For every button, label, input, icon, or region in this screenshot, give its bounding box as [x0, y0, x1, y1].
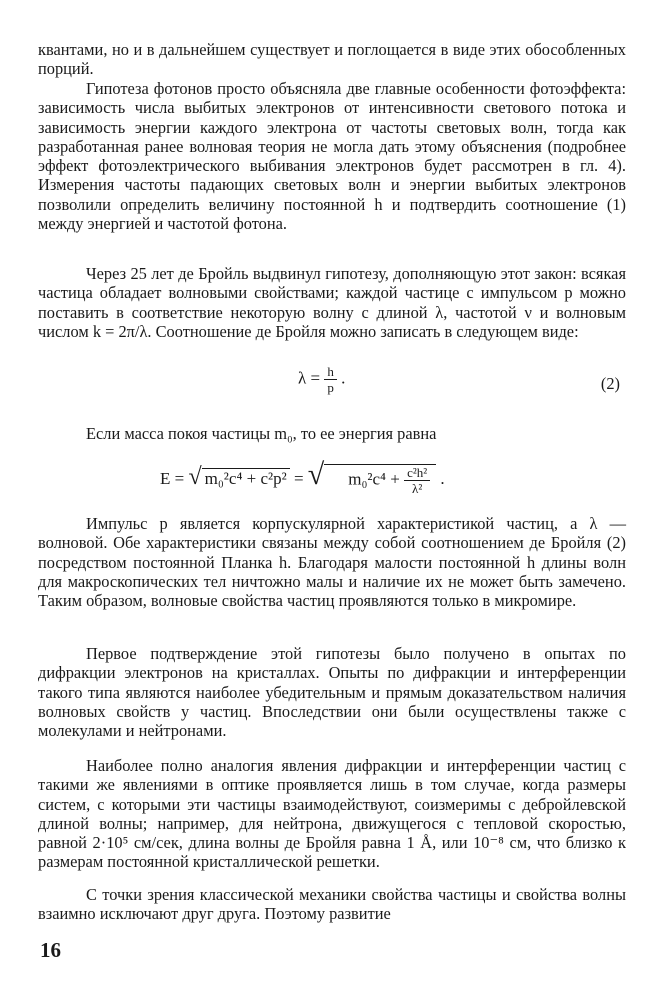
energy-radicand-term: m₀²c⁴ +	[348, 469, 400, 488]
energy-trailing: .	[440, 469, 445, 488]
paragraph-8: С точки зрения классической механики свойства частицы и свойства волны взаимно исключают друг друга. Поэтому развитие	[38, 885, 626, 924]
equation-fraction	[324, 364, 337, 395]
energy-middle: =	[293, 469, 304, 488]
paragraph-7: Наиболее полно аналогия явления дифракции и интерференции частиц с такими же явлениями в оптике проявляется лишь в том случае, когда размеры систем, с которыми эти частицы взаимодействуют, соизмеримы с дебройлевской длиной волны; например, для нейтрона, движущегося с тепловой скоростью, равной 2·10⁵ см/сек, длина волны де Бройля равна 1 Å, или 10⁻⁸ см, что близко к размерам постоянной кристаллической решетки.	[38, 756, 626, 872]
energy-lhs: E =	[160, 469, 185, 488]
fraction-denominator: p	[327, 380, 334, 395]
energy-radicand-1: m₀²c⁴ + c²p²	[202, 468, 290, 488]
page-number: 16	[40, 938, 61, 962]
equation-number: (2)	[600, 374, 620, 393]
paragraph-4: Если масса покоя частицы m₀, то ее энергия равна	[86, 424, 437, 443]
paragraph-3: Через 25 лет де Бройль выдвинул гипотезу, дополняющую этот закон: всякая частица обладает волновыми свойствами; каждой частице с импульсом p можно поставить в соответствие некоторую волну с длиной λ, частотой ν и волновым числом k = 2π/λ. Соотношение де Бройля можно записать в следующем виде:	[38, 264, 626, 341]
paragraph-2: Гипотеза фотонов просто объясняла две главные особенности фотоэффекта: зависимость числа выбитых электронов от интенсивности светового потока и зависимость энергии каждого электрона от частоты световых волн, тогда как разработанная ранее волновая теория не могла дать этому объяснения (подробнее эффект фотоэлектрического выбивания электронов будет рассмотрен в гл. 4). Измерения частоты падающих световых волн и энергии выбитых электронов позволили определить величину постоянной h и подтвердить соотношение (1) между энергией и частотой фотона.	[38, 79, 626, 234]
energy-fraction-numerator: c²h²	[404, 465, 430, 481]
sqrt-sign-large-icon: √	[307, 458, 325, 491]
sqrt-sign-icon: √	[188, 464, 202, 490]
equation-de-broglie	[298, 364, 345, 395]
fraction-numerator: h	[324, 364, 337, 380]
energy-fraction	[404, 465, 430, 496]
energy-fraction-denominator: λ²	[412, 480, 423, 496]
equation-lhs: λ =	[298, 368, 321, 388]
equation-trailing: .	[341, 368, 346, 388]
paragraph-6: Первое подтверждение этой гипотезы было получено в опытах по дифракции электронов на кристаллах. Опыты по дифракции и интерференции такого типа являются наиболее убедительным и прямым доказательством наличия волновых свойств у частиц. Впоследствии они были осуществлены также с молекулами и нейтронами.	[38, 644, 626, 741]
energy-radicand-2	[324, 464, 436, 496]
paragraph-5: Импульс p является корпускулярной характеристикой частиц, а λ — волновой. Обе характеристики связаны между собой соотношением де Бройля (2) посредством постоянной Планка h. Благодаря малости постоянной h длины волн для макроскопических тел ничтожно малы и наличие их не может быть замечено. Таким образом, волновые свойства частиц проявляются только в микромире.	[38, 514, 626, 611]
equation-energy	[160, 458, 445, 498]
paragraph-1: квантами, но и в дальнейшем существует и поглощается в виде этих обособленных порций.	[38, 40, 626, 79]
